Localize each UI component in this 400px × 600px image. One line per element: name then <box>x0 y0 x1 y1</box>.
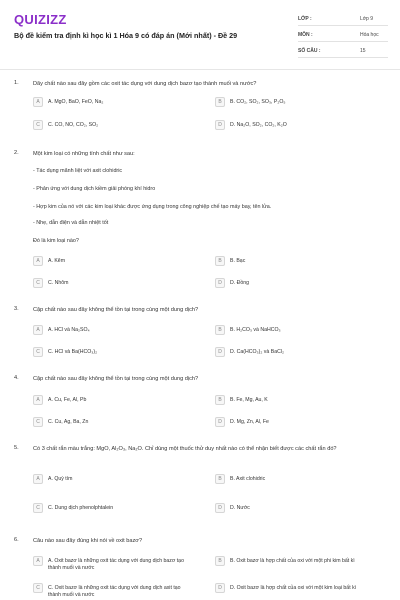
option-text: D. Ca(HCO₃)₂ và BaCl₂ <box>230 349 284 355</box>
option-text: A. Kẽm <box>48 258 66 264</box>
option-letter-box: C <box>33 347 43 357</box>
meta-label: LỚP : <box>298 16 312 22</box>
option-letter-box: D <box>215 347 225 357</box>
meta-label: SỐ CÂU : <box>298 48 321 54</box>
question-line: - Tác dụng mãnh liệt với axit clohidric <box>33 168 123 174</box>
option-letter-box: A <box>33 256 43 266</box>
meta-label: MÔN : <box>298 32 313 38</box>
option-letter-box: B <box>215 97 225 107</box>
option-letter-box: D <box>215 503 225 513</box>
option-letter-box: B <box>215 395 225 405</box>
option-text: A. Oxit bazơ là những oxit tác dụng với dung dịch bazơ tạo thành muối và nước <box>48 558 184 571</box>
option-text: C. HCl và Ba(HCO₃)₂ <box>48 349 98 355</box>
option-text: A. MgO, BaO, FeO, Na₂ <box>48 99 104 105</box>
option-letter-box: A <box>33 474 43 484</box>
meta-value: Hóa học <box>360 32 379 38</box>
meta-value: 15 <box>360 48 366 54</box>
question-number: 6. <box>14 537 19 543</box>
option-text: C. Dung dịch phenolphtalein <box>48 505 114 511</box>
question-number: 2. <box>14 150 19 156</box>
option-letter-box: C <box>33 583 43 593</box>
option-text: A. Cu, Fe, Al, Pb <box>48 397 87 403</box>
option-text: B. Axit clohidric <box>230 476 266 482</box>
question-text: Cặp chất nào sau đây không thể tồn tại trong cùng một dung dịch? <box>33 376 199 382</box>
option-text: C. Oxit bazơ là những oxit tác dụng với dung dịch axit tạo thành muối và nước <box>48 585 181 598</box>
meta-row-count <box>298 45 388 61</box>
meta-row-subject <box>298 29 388 45</box>
option-text: C. Cu, Ag, Ba, Zn <box>48 419 89 425</box>
option-text: A. HCl và Na₂SO₄ <box>48 327 90 333</box>
meta-underline <box>298 25 388 26</box>
option-letter-box: B <box>215 256 225 266</box>
quizizz-logo: QUIZIZZ <box>14 12 67 27</box>
question-text: Cặp chất nào sau đây không thể tồn tại trong cùng một dung dịch? <box>33 307 199 313</box>
option-letter-box: A <box>33 556 43 566</box>
option-text: B. H₂CO₃ và NaHCO₃ <box>230 327 281 333</box>
option-text: B. Fe, Mg, Au, K <box>230 397 268 403</box>
option-text: C. Nhôm <box>48 280 69 286</box>
meta-info <box>298 13 388 61</box>
question-line: - Nhẹ, dẫn điện và dẫn nhiệt tốt <box>33 220 109 226</box>
question-number: 3. <box>14 306 19 312</box>
question-line: - Hợp kim của nó với các kim loại khác được ứng dụng trong công nghiệp chế tạo máy bay, tên lửa. <box>33 204 272 210</box>
option-text: D. Na₂O, SO₂, CO₂, K₂O <box>230 122 287 128</box>
option-letter-box: D <box>215 417 225 427</box>
question-number: 4. <box>14 375 19 381</box>
option-letter-box: B <box>215 325 225 335</box>
option-letter-box: D <box>215 278 225 288</box>
option-text: C. CO, NO, CO₂, SO₂ <box>48 122 99 128</box>
question-line: Đó là kim loại nào? <box>33 238 79 244</box>
option-text: D. Đồng <box>230 280 250 286</box>
option-text: D. Mg, Zn, Al, Fe <box>230 419 269 425</box>
option-letter-box: D <box>215 583 225 593</box>
meta-underline <box>298 57 388 58</box>
meta-row-class <box>298 13 388 29</box>
option-letter-box: C <box>33 503 43 513</box>
question-number: 1. <box>14 80 19 86</box>
question-number: 5. <box>14 445 19 451</box>
option-letter-box: D <box>215 120 225 130</box>
option-letter-box: A <box>33 395 43 405</box>
option-letter-box: C <box>33 120 43 130</box>
option-letter-box: B <box>215 556 225 566</box>
header-divider <box>0 69 400 70</box>
option-text: B. CO₂, SO₂, SO₃, P₂O₅ <box>230 99 286 105</box>
option-letter-box: C <box>33 417 43 427</box>
option-text: D. Nước <box>230 505 250 511</box>
meta-value: Lớp 9 <box>360 16 374 22</box>
document-title: Bộ đề kiểm tra định kì học kì 1 Hóa 9 có đáp án (Mới nhất) - Đề 29 <box>14 31 238 40</box>
option-text: B. Oxit bazơ là hợp chất của oxi với một phi kim bất kì <box>230 558 355 564</box>
option-text: D. Oxit bazơ là hợp chất của oxi với một kim loại bất kì <box>230 585 357 591</box>
option-letter-box: A <box>33 325 43 335</box>
question-text: Dãy chất nào sau đây gồm các oxit tác dụng với dung dịch bazơ tạo thành muối và nước? <box>33 81 257 87</box>
meta-underline <box>298 41 388 42</box>
question-text: Có 3 chất rắn màu trắng: MgO, Al₂O₃, Na₂O. Chỉ dùng một thuốc thử duy nhất nào có thể nhận biết được các chất rắn đó? <box>33 446 337 452</box>
option-text: B. Bạc <box>230 258 246 264</box>
option-letter-box: B <box>215 474 225 484</box>
worksheet-header <box>0 0 400 70</box>
option-text: A. Quỳ tím <box>48 476 73 482</box>
question-text: Câu nào sau đây đúng khi nói về oxit bazơ? <box>33 538 143 544</box>
option-letter-box: C <box>33 278 43 288</box>
question-line: - Phản ứng với dung dịch kiềm giải phóng khí hidro <box>33 186 156 192</box>
question-text: Một kim loại có những tính chất như sau: <box>33 151 135 157</box>
option-letter-box: A <box>33 97 43 107</box>
